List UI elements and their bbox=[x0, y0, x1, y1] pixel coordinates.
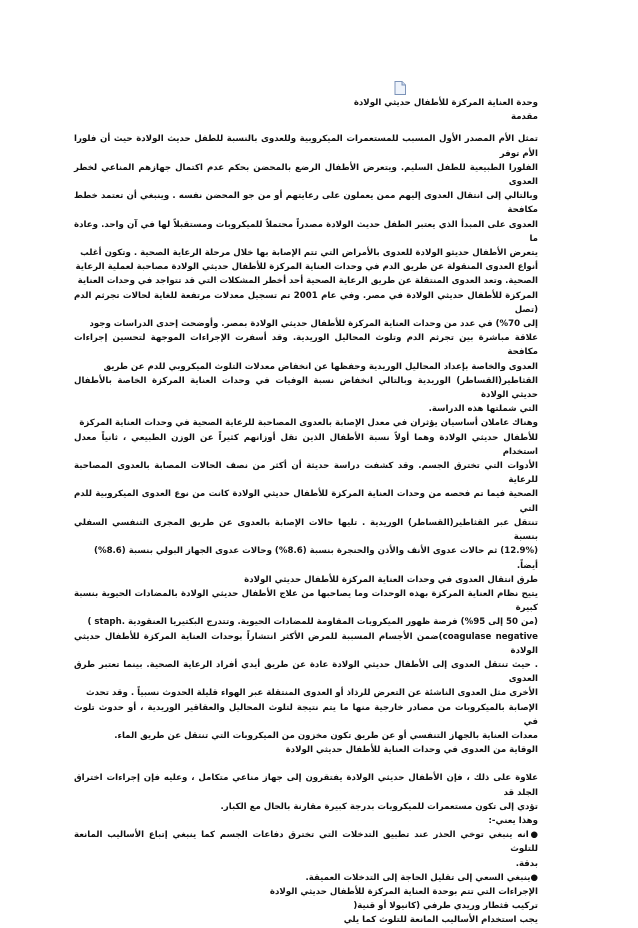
text-line: تمثل الأم المصدر الأول المسبب للمستعمرات الميكروبية وللعدوى بالنسبة للطفل حديث الولادة حيث أن فلورا الأم توفر bbox=[74, 134, 538, 159]
prevention-heading: الوقاية من العدوى في وحدات العناية للأطفال حديثي الولادة bbox=[285, 745, 538, 756]
intro-paragraph bbox=[74, 132, 538, 416]
text-line: علاقة مباشرة بين تجرثم الدم وتلوث المحاليل الوريدية. وقد أسفرت الإجراءات الموجهة لتحسين إجراءات مكافحة bbox=[74, 333, 538, 358]
procedures-line-1: تركيب قثطار وريدي طرفي (كانيولا أو قنية( bbox=[353, 901, 538, 912]
text-line: يتيح نظام العناية المركزة بهذه الوحدات وما يصاحبها من علاج الأطفال حديثي الولادة بالمضادات الحيوية بنسبة كبيرة bbox=[74, 588, 538, 614]
text-line: التي شملتها هذه الدراسة. bbox=[428, 404, 538, 415]
document-title: وحدة العناية المركزة للأطفال حديثي الولادة bbox=[353, 98, 538, 108]
text-line: القثاطير(القساطر) الوريدية وبالتالي انخفاض نسبة الوفيات في وحدات العناية المركزة الخاصة بالأطفال حديثي الولادة bbox=[74, 375, 538, 401]
transmission-paragraph bbox=[74, 587, 538, 743]
text-line: تؤدي إلى تكون مستعمرات للميكروبات بدرجة كبيرة مقارنة بالحال مع الكبار. bbox=[220, 801, 538, 812]
text-line: أنواع العدوى المنقولة عن طريق الدم في وحدات العناية المركزة للأطفال حديثي الولادة مصاحبة لعملية الرعاية bbox=[75, 262, 538, 273]
text-line: الأدوات التي تخترق الجسم. وقد كشفت دراسة حديثة أن أكثر من نصف الحالات المصابة بالعدوى المصاحبة للرعاية bbox=[74, 461, 538, 486]
text-line: إلى 70%) في عدد من وحدات العناية المركزة للأطفال حديثي الولادة بمصر. وأوضحت إحدى الدراسات وجود bbox=[89, 319, 538, 330]
text-line: الفلورا الطبيعية للطفل السليم. ويتعرض الأطفال الرضع بالمحضن بحكم عدم اكتمال جهازهم المناعي لخطر العدوى bbox=[74, 162, 538, 188]
text-line: . حيث تنتقل العدوى إلى الأطفال حديثي الولادة عادة عن طريق أيدي أفراد الرعاية الصحية. بينما تعتبر طرق العدوى bbox=[74, 659, 538, 685]
text-line: (12.9%) ثم حالات عدوى الأنف والأذن والحنجرة بنسبة (8.6%) وحالات عدوى الجهاز البولي بنسبة (8.6%) bbox=[94, 546, 538, 557]
text-line: (من 50 إلى 95%) فرصة ظهور الميكروبات المقاومة للمضادات الحيوية. وتتدرج البكتيريا العنقودية .staph ) bbox=[87, 617, 538, 628]
text-line: ●انه ينبغي توخي الحذر عند تطبيق التدخلات التي تخترق دفاعات الجسم كما ينبغي إتباع الأساليب المانعة للتلوث bbox=[74, 830, 538, 855]
text-line: يتعرض الأطفال حديثو الولادة للعدوى بالأمراض التي تتم الإصابة بها خلال مرحلة الرعاية الصحية . وتكون أغلب bbox=[80, 248, 538, 259]
text-line: بدقة. bbox=[515, 858, 538, 869]
text-line: الصحية. وتعد العدوى المنتقلة عن طريق الرعاية الصحية أحد أخطر المشكلات التي قد تتواجد في وحدات العناية bbox=[77, 276, 538, 287]
prevention-paragraph bbox=[74, 771, 538, 814]
text-line: للأطفال حديثي الولادة وهما أولاً نسبة الأطفال الذين تقل أوزانهم كثيراً عن الوزن الطبيعي ، ثانياً معدل استخدام bbox=[74, 432, 538, 457]
procedures-line-2: يجب استخدام الأساليب المانعة للتلوث كما يلي bbox=[343, 915, 538, 926]
prevention-intro: وهذا يعني-: bbox=[488, 815, 538, 826]
text-line: وهناك عاملان أساسيان يؤثران في معدل الإصابة بالعدوى المصاحبة للرعاية الصحية في وحدات العناية المركزة bbox=[79, 418, 538, 429]
document-page bbox=[74, 96, 538, 928]
text-line: تنتقل عبر القثاطير(القساطر) الوريدية . تليها حالات الإصابة بالعدوى عن طريق المجرى التنفسي السفلي بنسبة bbox=[74, 517, 538, 543]
prevention-bullet-1 bbox=[74, 828, 538, 871]
text-line: الصحية فيما تم فحصه من وحدات العناية المركزة للأطفال حديثي الولادة كانت من نوع العدوى الميكروبية للدم التي bbox=[74, 489, 538, 514]
text-line: وبالتالي إلى انتقال العدوى إليهم ممن يعملون على رعايتهم أو من جو المحضن نفسه . وينبغي أن تعتمد خطط مكافحة bbox=[74, 191, 538, 216]
text-line: العدوى على المبدأ الذي يعتبر الطفل حديث الولادة مصدراً محتملاً للميكروبات ومستقبلاً لها في آن واحد. وعادة ما bbox=[74, 219, 538, 244]
text-line: أيضاً. bbox=[516, 560, 538, 571]
text-line: المركزة للأطفال حديثي الولادة في مصر. وفي عام 2001 تم تسجيل معدلات مرتفعة للغاية لحالات تجرثم الدم (تصل bbox=[74, 290, 538, 315]
procedures-heading: الإجراءات التي تتم بوحدة العناية المركزة للأطفال حديثي الولادة bbox=[269, 886, 538, 897]
text-line: الإصابة بالميكروبات من مصادر خارجية منها ما يتم نتيجة لتلوث المحاليل والعقاقير الوريدية ، أو حدوث تلوث في bbox=[74, 702, 538, 727]
text-line: coagulase negative)ضمن الأجسام المسببة للمرض الأكثر انتشاراً بوحدات العناية المركزة للأطفال حديثي الولادة bbox=[74, 631, 538, 656]
text-line: العدوى والخاصة بإعداد المحاليل الوريدية وحفظها عن انخفاض معدلات التلوث الميكروبي للدم عن طريق bbox=[103, 361, 538, 372]
factors-paragraph bbox=[74, 416, 538, 572]
intro-heading: مقدمة bbox=[510, 112, 538, 123]
text-line: معدات العناية بالجهاز التنفسي أو عن طريق تكون مخزون من الميكروبات التي تنتقل عن طريق الماء. bbox=[114, 730, 538, 741]
transmission-heading: طرق انتقال العدوى في وحدات العناية المركزة للأطفال حديثي الولادة bbox=[244, 574, 538, 585]
prevention-bullet-2: ●ينبغي السعي إلى تقليل الحاجة إلى التدخلات العميقة. bbox=[305, 872, 538, 883]
text-line: الأخرى مثل العدوى الناشئة عن التعرض للرذاذ أو العدوى المنتقلة عبر الهواء قليلة الحدوث نسبياً . وقد تحدث bbox=[85, 688, 538, 699]
text-line: علاوة على ذلك ، فإن الأطفال حديثي الولادة يفتقرون إلى جهاز مناعي متكامل ، وعليه فإن إجراءات اختراق الجلد قد bbox=[74, 773, 538, 798]
document-icon bbox=[394, 80, 406, 94]
